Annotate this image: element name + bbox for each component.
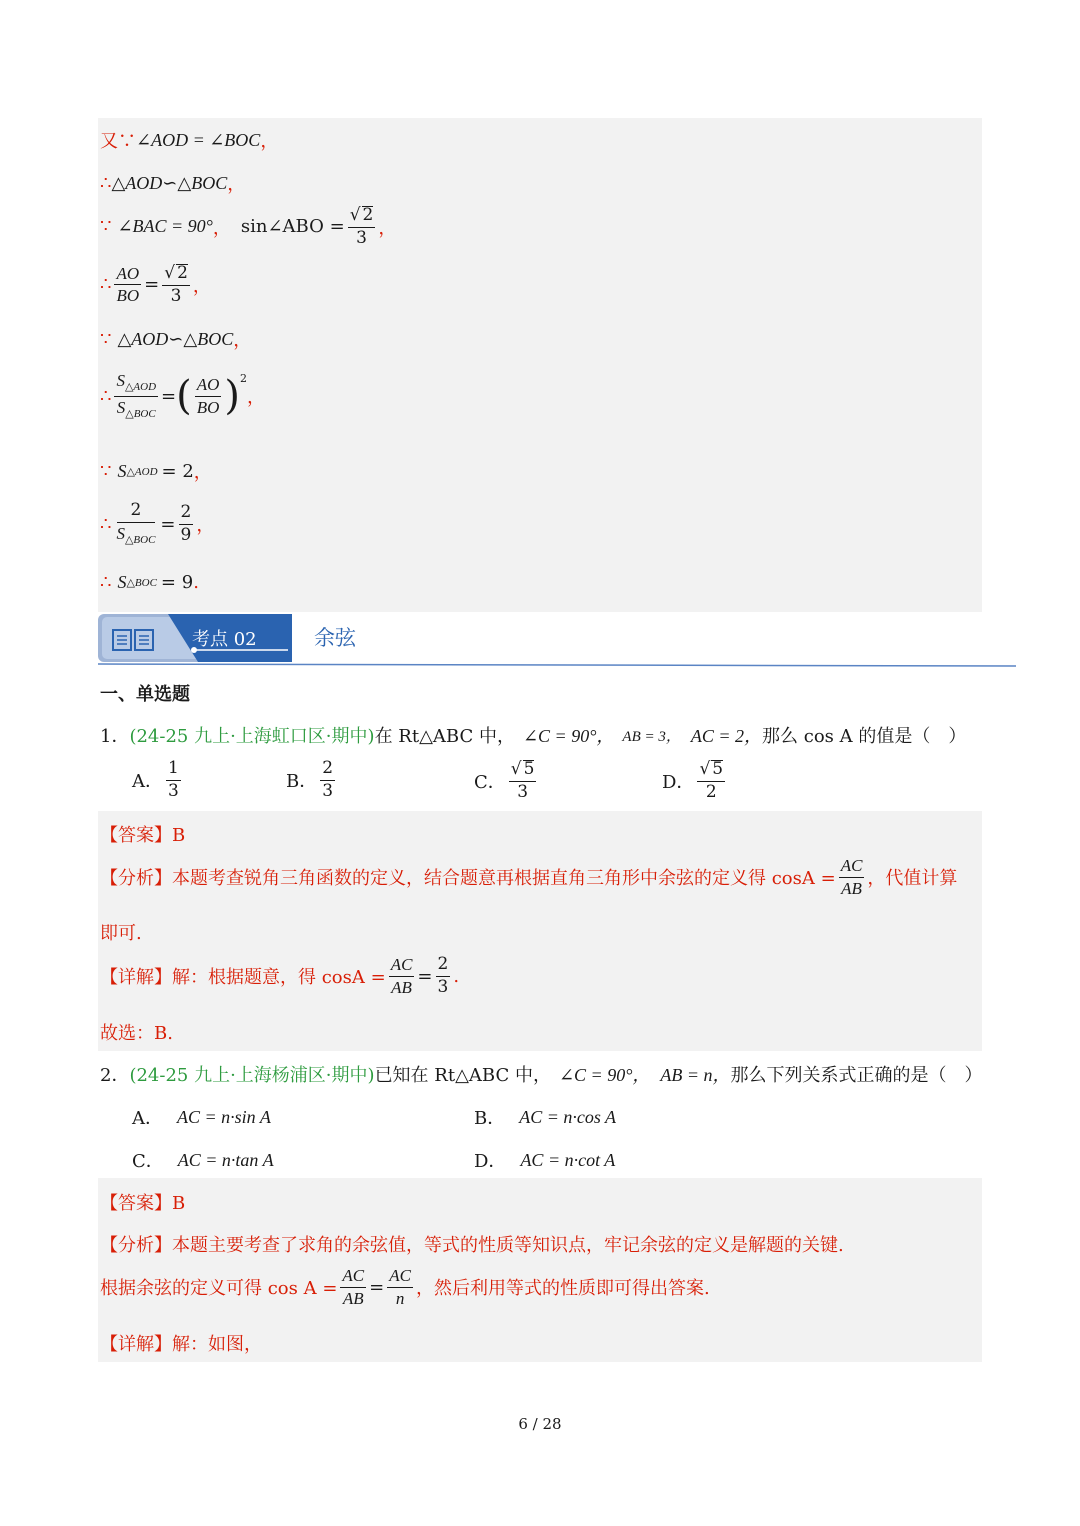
q1-option-d[interactable]: D． $\frac{√ 5}{2}$	[662, 759, 724, 802]
proof-line-2: ∴ △AOD∽△BOC ，	[100, 172, 246, 195]
q1-source: (24-25 九上·上海虹口区·期中)	[129, 726, 375, 747]
q2-option-b[interactable]: B． AC = n·cos A	[474, 1106, 617, 1129]
q1-detail: 【详解】解：根据题意，得 cosA = $\frac{AC}{AB}$ = $\frac{2}{3}$ .	[100, 954, 460, 997]
q1-option-b[interactable]: B． $\frac{2}{3}$	[286, 758, 334, 801]
q2-option-a[interactable]: A． AC = n·sin A	[132, 1106, 271, 1129]
section-badge: 考点 02	[192, 629, 257, 650]
part-heading: 一、单选题	[100, 684, 190, 705]
proof-line-9: ∴ S △BOC = 9 .	[100, 572, 199, 593]
proof-line-1: 又∵ ∠AOD = ∠BOC ，	[100, 129, 279, 152]
proof-line-3: ∵ ∠BAC = 90° ， sin∠ABO = $\frac{√ 2}{3}$ ，	[100, 205, 397, 248]
proof-line-7: ∵ S △AOD = 2 ，	[100, 460, 212, 483]
q2-analysis-cont: 根据余弦的定义可得 cos A = $\frac{AC}{AB}$ = $\frac{AC}{n}$ ，然后利用等式的性质即可得出答案.	[100, 1266, 710, 1308]
fraction: $\frac{2}{S_{\triangle BOC}}$	[116, 500, 156, 546]
q1-option-c[interactable]: C． $\frac{√ 5}{3}$	[474, 759, 535, 802]
q2-option-c[interactable]: C． AC = n·tan A	[132, 1149, 274, 1172]
q1-stem: 1． (24-25 九上·上海虹口区·期中) 在 Rt△ABC 中， ∠C = 90°， AB = 3， AC = 2， 那么 cos A 的值是（ ）	[100, 722, 966, 748]
proof-line-6: ∴ $\frac{S_{\triangle AOD}}{S_{\triangle BOC}}$ = ( $\frac{AO}{BO}$ ) 2 ，	[100, 371, 266, 420]
fraction: $\frac{√ 2}{3}$	[164, 263, 188, 306]
fraction: $\frac{2}{9}$	[180, 501, 192, 545]
proof-line-8: ∴ $\frac{2}{S_{\triangle BOC}}$ = $\frac{2}{9}$ ，	[100, 500, 215, 546]
book-icon	[112, 628, 156, 652]
q2-source: (24-25 九上·上海杨浦区·期中)	[129, 1065, 375, 1086]
section-title: 余弦	[314, 626, 356, 650]
q2-analysis: 【分析】本题主要考查了求角的余弦值，等式的性质等知识点，牢记余弦的定义是解题的关键.	[100, 1235, 844, 1256]
q1-answer-block	[98, 811, 982, 1051]
proof-line-5: ∵ △AOD∽△BOC ，	[100, 328, 252, 351]
fraction: $\frac{S_{\triangle AOD}}{S_{\triangle BOC}}$	[116, 371, 157, 420]
q2-option-d[interactable]: D． AC = n·cot A	[474, 1149, 616, 1172]
section-header	[98, 614, 1018, 668]
q2-detail: 【详解】解：如图，	[100, 1334, 262, 1355]
fraction: $\frac{AO}{BO}$	[196, 374, 220, 417]
page-number: 6 / 28	[518, 1415, 562, 1433]
fraction: $\frac{AO}{BO}$	[116, 263, 140, 306]
q1-analysis: 【分析】本题考查锐角三角函数的定义，结合题意再根据直角三角形中余弦的定义得 cosA = $\frac{AC}{AB}$ ，代值计算	[100, 856, 958, 898]
q1-answer: 【答案】B	[100, 825, 186, 846]
q1-option-a[interactable]: A． $\frac{1}{3}$	[132, 758, 179, 801]
q2-answer: 【答案】B	[100, 1193, 186, 1214]
q1-conclusion: 故选：B.	[100, 1023, 173, 1044]
q2-stem: 2． (24-25 九上·上海杨浦区·期中) 已知在 Rt△ABC 中， ∠C = 90°， AB = n， 那么下列关系式正确的是（ ）	[100, 1061, 983, 1087]
q1-analysis-cont: 即可.	[100, 923, 142, 944]
fraction: $\frac{√ 2}{3}$	[349, 205, 374, 248]
proof-line-4: ∴ $\frac{AO}{BO}$ = $\frac{√ 2}{3}$ ，	[100, 263, 211, 306]
